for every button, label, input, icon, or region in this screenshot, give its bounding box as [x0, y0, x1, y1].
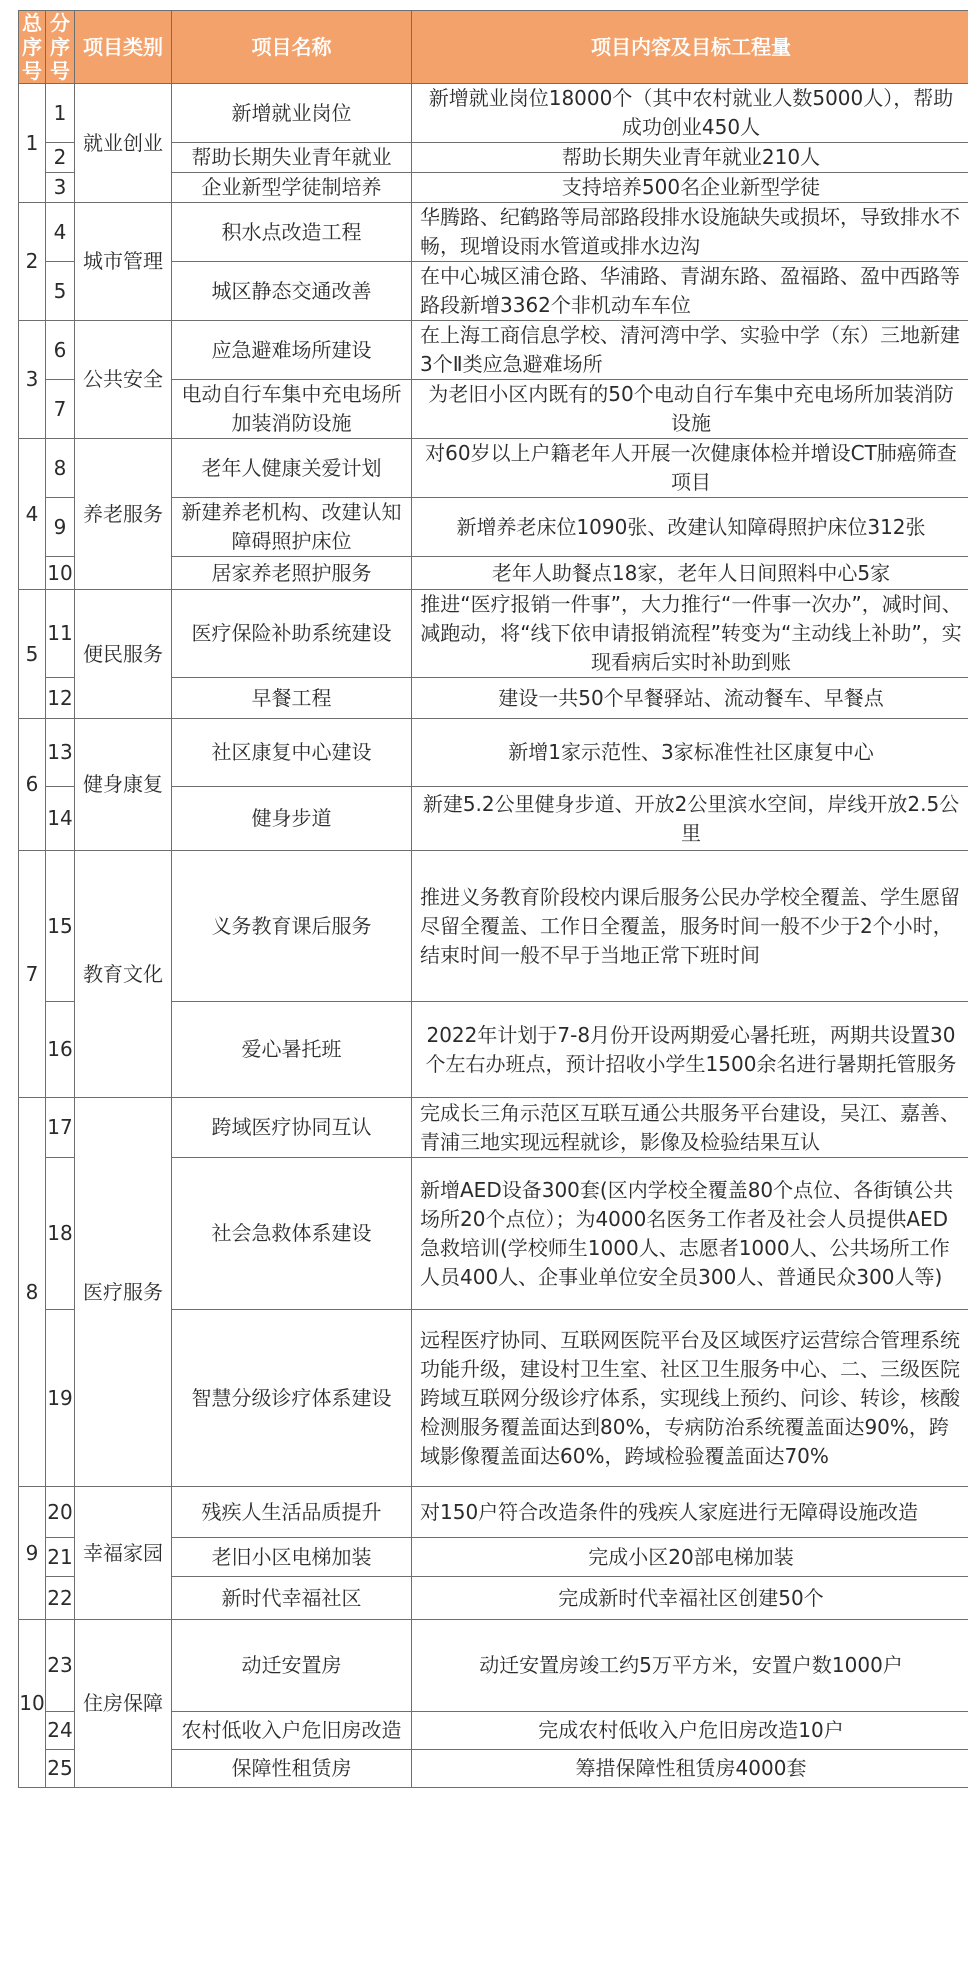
project-name: 老旧小区电梯加装	[172, 1538, 412, 1577]
project-content: 新增1家示范性、3家标准性社区康复中心	[412, 719, 968, 787]
category-cell: 就业创业	[75, 84, 172, 203]
table-row	[19, 590, 968, 678]
header-group-no: 总序号	[19, 11, 46, 84]
item-number: 4	[46, 203, 75, 262]
project-content: 华腾路、纪鹤路等局部路段排水设施缺失或损坏，导致排水不畅，现增设雨水管道或排水边沟	[412, 203, 968, 262]
project-content: 动迁安置房竣工约5万平方米，安置户数1000户	[412, 1620, 968, 1712]
project-content: 新建5.2公里健身步道、开放2公里滨水空间，岸线开放2.5公里	[412, 787, 968, 851]
table-row	[19, 719, 968, 787]
group-number: 3	[19, 321, 46, 439]
project-name: 残疾人生活品质提升	[172, 1487, 412, 1538]
table-row	[19, 1098, 968, 1158]
header-sub-no: 分序号	[46, 11, 75, 84]
group-number: 7	[19, 851, 46, 1098]
project-name: 爱心暑托班	[172, 1002, 412, 1098]
item-number: 15	[46, 851, 75, 1002]
project-content: 新增养老床位1090张、改建认知障碍照护床位312张	[412, 498, 968, 557]
project-name: 健身步道	[172, 787, 412, 851]
project-name: 义务教育课后服务	[172, 851, 412, 1002]
project-content: 完成农村低收入户危旧房改造10户	[412, 1712, 968, 1750]
item-number: 23	[46, 1620, 75, 1712]
table-row	[19, 439, 968, 498]
item-number: 13	[46, 719, 75, 787]
project-name: 企业新型学徒制培养	[172, 173, 412, 203]
category-cell: 公共安全	[75, 321, 172, 439]
project-name: 社会急救体系建设	[172, 1158, 412, 1310]
project-name: 社区康复中心建设	[172, 719, 412, 787]
project-name: 农村低收入户危旧房改造	[172, 1712, 412, 1750]
item-number: 20	[46, 1487, 75, 1538]
item-number: 19	[46, 1310, 75, 1487]
table-row	[19, 851, 968, 1002]
project-name: 早餐工程	[172, 678, 412, 719]
project-content: 远程医疗协同、互联网医院平台及区域医疗运营综合管理系统功能升级，建设村卫生室、社区卫生服务中心、二、三级医院跨域互联网分级诊疗体系，实现线上预约、问诊、转诊，核酸检测服务覆盖面达到80%，专病防治系统覆盖面达90%，跨域影像覆盖面达60%，跨域检验覆盖面达70%	[412, 1310, 968, 1487]
project-name: 动迁安置房	[172, 1620, 412, 1712]
table-body	[19, 84, 968, 1788]
category-cell: 健身康复	[75, 719, 172, 851]
project-content: 2022年计划于7-8月份开设两期爱心暑托班，两期共设置30个左右办班点，预计招收小学生1500余名进行暑期托管服务	[412, 1002, 968, 1098]
item-number: 7	[46, 380, 75, 439]
item-number: 1	[46, 84, 75, 143]
item-number: 16	[46, 1002, 75, 1098]
item-number: 18	[46, 1158, 75, 1310]
category-cell: 城市管理	[75, 203, 172, 321]
item-number: 5	[46, 262, 75, 321]
project-name: 智慧分级诊疗体系建设	[172, 1310, 412, 1487]
project-content: 支持培养500名企业新型学徒	[412, 173, 968, 203]
project-name: 老年人健康关爱计划	[172, 439, 412, 498]
group-number: 9	[19, 1487, 46, 1620]
item-number: 9	[46, 498, 75, 557]
item-number: 11	[46, 590, 75, 678]
project-content: 新增就业岗位18000个（其中农村就业人数5000人），帮助成功创业450人	[412, 84, 968, 143]
item-number: 24	[46, 1712, 75, 1750]
project-name: 城区静态交通改善	[172, 262, 412, 321]
item-number: 25	[46, 1750, 75, 1788]
project-content: 完成长三角示范区互联互通公共服务平台建设，吴江、嘉善、青浦三地实现远程就诊，影像及检验结果互认	[412, 1098, 968, 1158]
group-number: 4	[19, 439, 46, 590]
project-content: 在中心城区浦仓路、华浦路、青湖东路、盈福路、盈中西路等路段新增3362个非机动车车位	[412, 262, 968, 321]
table-row	[19, 321, 968, 380]
item-number: 14	[46, 787, 75, 851]
item-number: 10	[46, 557, 75, 590]
item-number: 8	[46, 439, 75, 498]
group-number: 1	[19, 84, 46, 203]
header-name: 项目名称	[172, 11, 412, 84]
project-content: 对150户符合改造条件的残疾人家庭进行无障碍设施改造	[412, 1487, 968, 1538]
project-name: 跨域医疗协同互认	[172, 1098, 412, 1158]
item-number: 12	[46, 678, 75, 719]
project-name: 积水点改造工程	[172, 203, 412, 262]
category-cell: 便民服务	[75, 590, 172, 719]
project-content: 对60岁以上户籍老年人开展一次健康体检并增设CT肺癌筛查项目	[412, 439, 968, 498]
table-row	[19, 203, 968, 262]
table-row	[19, 1620, 968, 1712]
header-row	[19, 11, 968, 84]
project-content: 为老旧小区内既有的50个电动自行车集中充电场所加装消防设施	[412, 380, 968, 439]
project-content: 帮助长期失业青年就业210人	[412, 143, 968, 173]
item-number: 17	[46, 1098, 75, 1158]
group-number: 6	[19, 719, 46, 851]
project-content: 在上海工商信息学校、清河湾中学、实验中学（东）三地新建3个Ⅱ类应急避难场所	[412, 321, 968, 380]
project-name: 帮助长期失业青年就业	[172, 143, 412, 173]
project-content: 推进“医疗报销一件事”，大力推行“一件事一次办”，减时间、减跑动，将“线下依申请报销流程”转变为“主动线上补助”，实现看病后实时补助到账	[412, 590, 968, 678]
group-number: 8	[19, 1098, 46, 1487]
project-name: 新增就业岗位	[172, 84, 412, 143]
category-cell: 医疗服务	[75, 1098, 172, 1487]
item-number: 2	[46, 143, 75, 173]
category-cell: 幸福家园	[75, 1487, 172, 1620]
category-cell: 教育文化	[75, 851, 172, 1098]
project-content: 完成小区20部电梯加装	[412, 1538, 968, 1577]
projects-table	[18, 10, 968, 1788]
item-number: 22	[46, 1577, 75, 1620]
project-name: 电动自行车集中充电场所加装消防设施	[172, 380, 412, 439]
header-category: 项目类别	[75, 11, 172, 84]
project-name: 新建养老机构、改建认知障碍照护床位	[172, 498, 412, 557]
category-cell: 养老服务	[75, 439, 172, 590]
table-row	[19, 1487, 968, 1538]
project-name: 保障性租赁房	[172, 1750, 412, 1788]
table-row	[19, 84, 968, 143]
project-content: 老年人助餐点18家，老年人日间照料中心5家	[412, 557, 968, 590]
item-number: 3	[46, 173, 75, 203]
group-number: 2	[19, 203, 46, 321]
project-name: 新时代幸福社区	[172, 1577, 412, 1620]
project-name: 医疗保险补助系统建设	[172, 590, 412, 678]
group-number: 5	[19, 590, 46, 719]
group-number: 10	[19, 1620, 46, 1788]
project-name: 居家养老照护服务	[172, 557, 412, 590]
header-content: 项目内容及目标工程量	[412, 11, 968, 84]
project-content: 推进义务教育阶段校内课后服务公民办学校全覆盖、学生愿留尽留全覆盖、工作日全覆盖，服务时间一般不少于2个小时，结束时间一般不早于当地正常下班时间	[412, 851, 968, 1002]
item-number: 21	[46, 1538, 75, 1577]
project-content: 完成新时代幸福社区创建50个	[412, 1577, 968, 1620]
category-cell: 住房保障	[75, 1620, 172, 1788]
project-name: 应急避难场所建设	[172, 321, 412, 380]
item-number: 6	[46, 321, 75, 380]
project-content: 建设一共50个早餐驿站、流动餐车、早餐点	[412, 678, 968, 719]
project-content: 筹措保障性租赁房4000套	[412, 1750, 968, 1788]
project-content: 新增AED设备300套(区内学校全覆盖80个点位、各街镇公共场所20个点位）；为4000名医务工作者及社会人员提供AED急救培训(学校师生1000人、志愿者1000人、公共场所工作人员400人、企事业单位安全员300人、普通民众300人等)	[412, 1158, 968, 1310]
